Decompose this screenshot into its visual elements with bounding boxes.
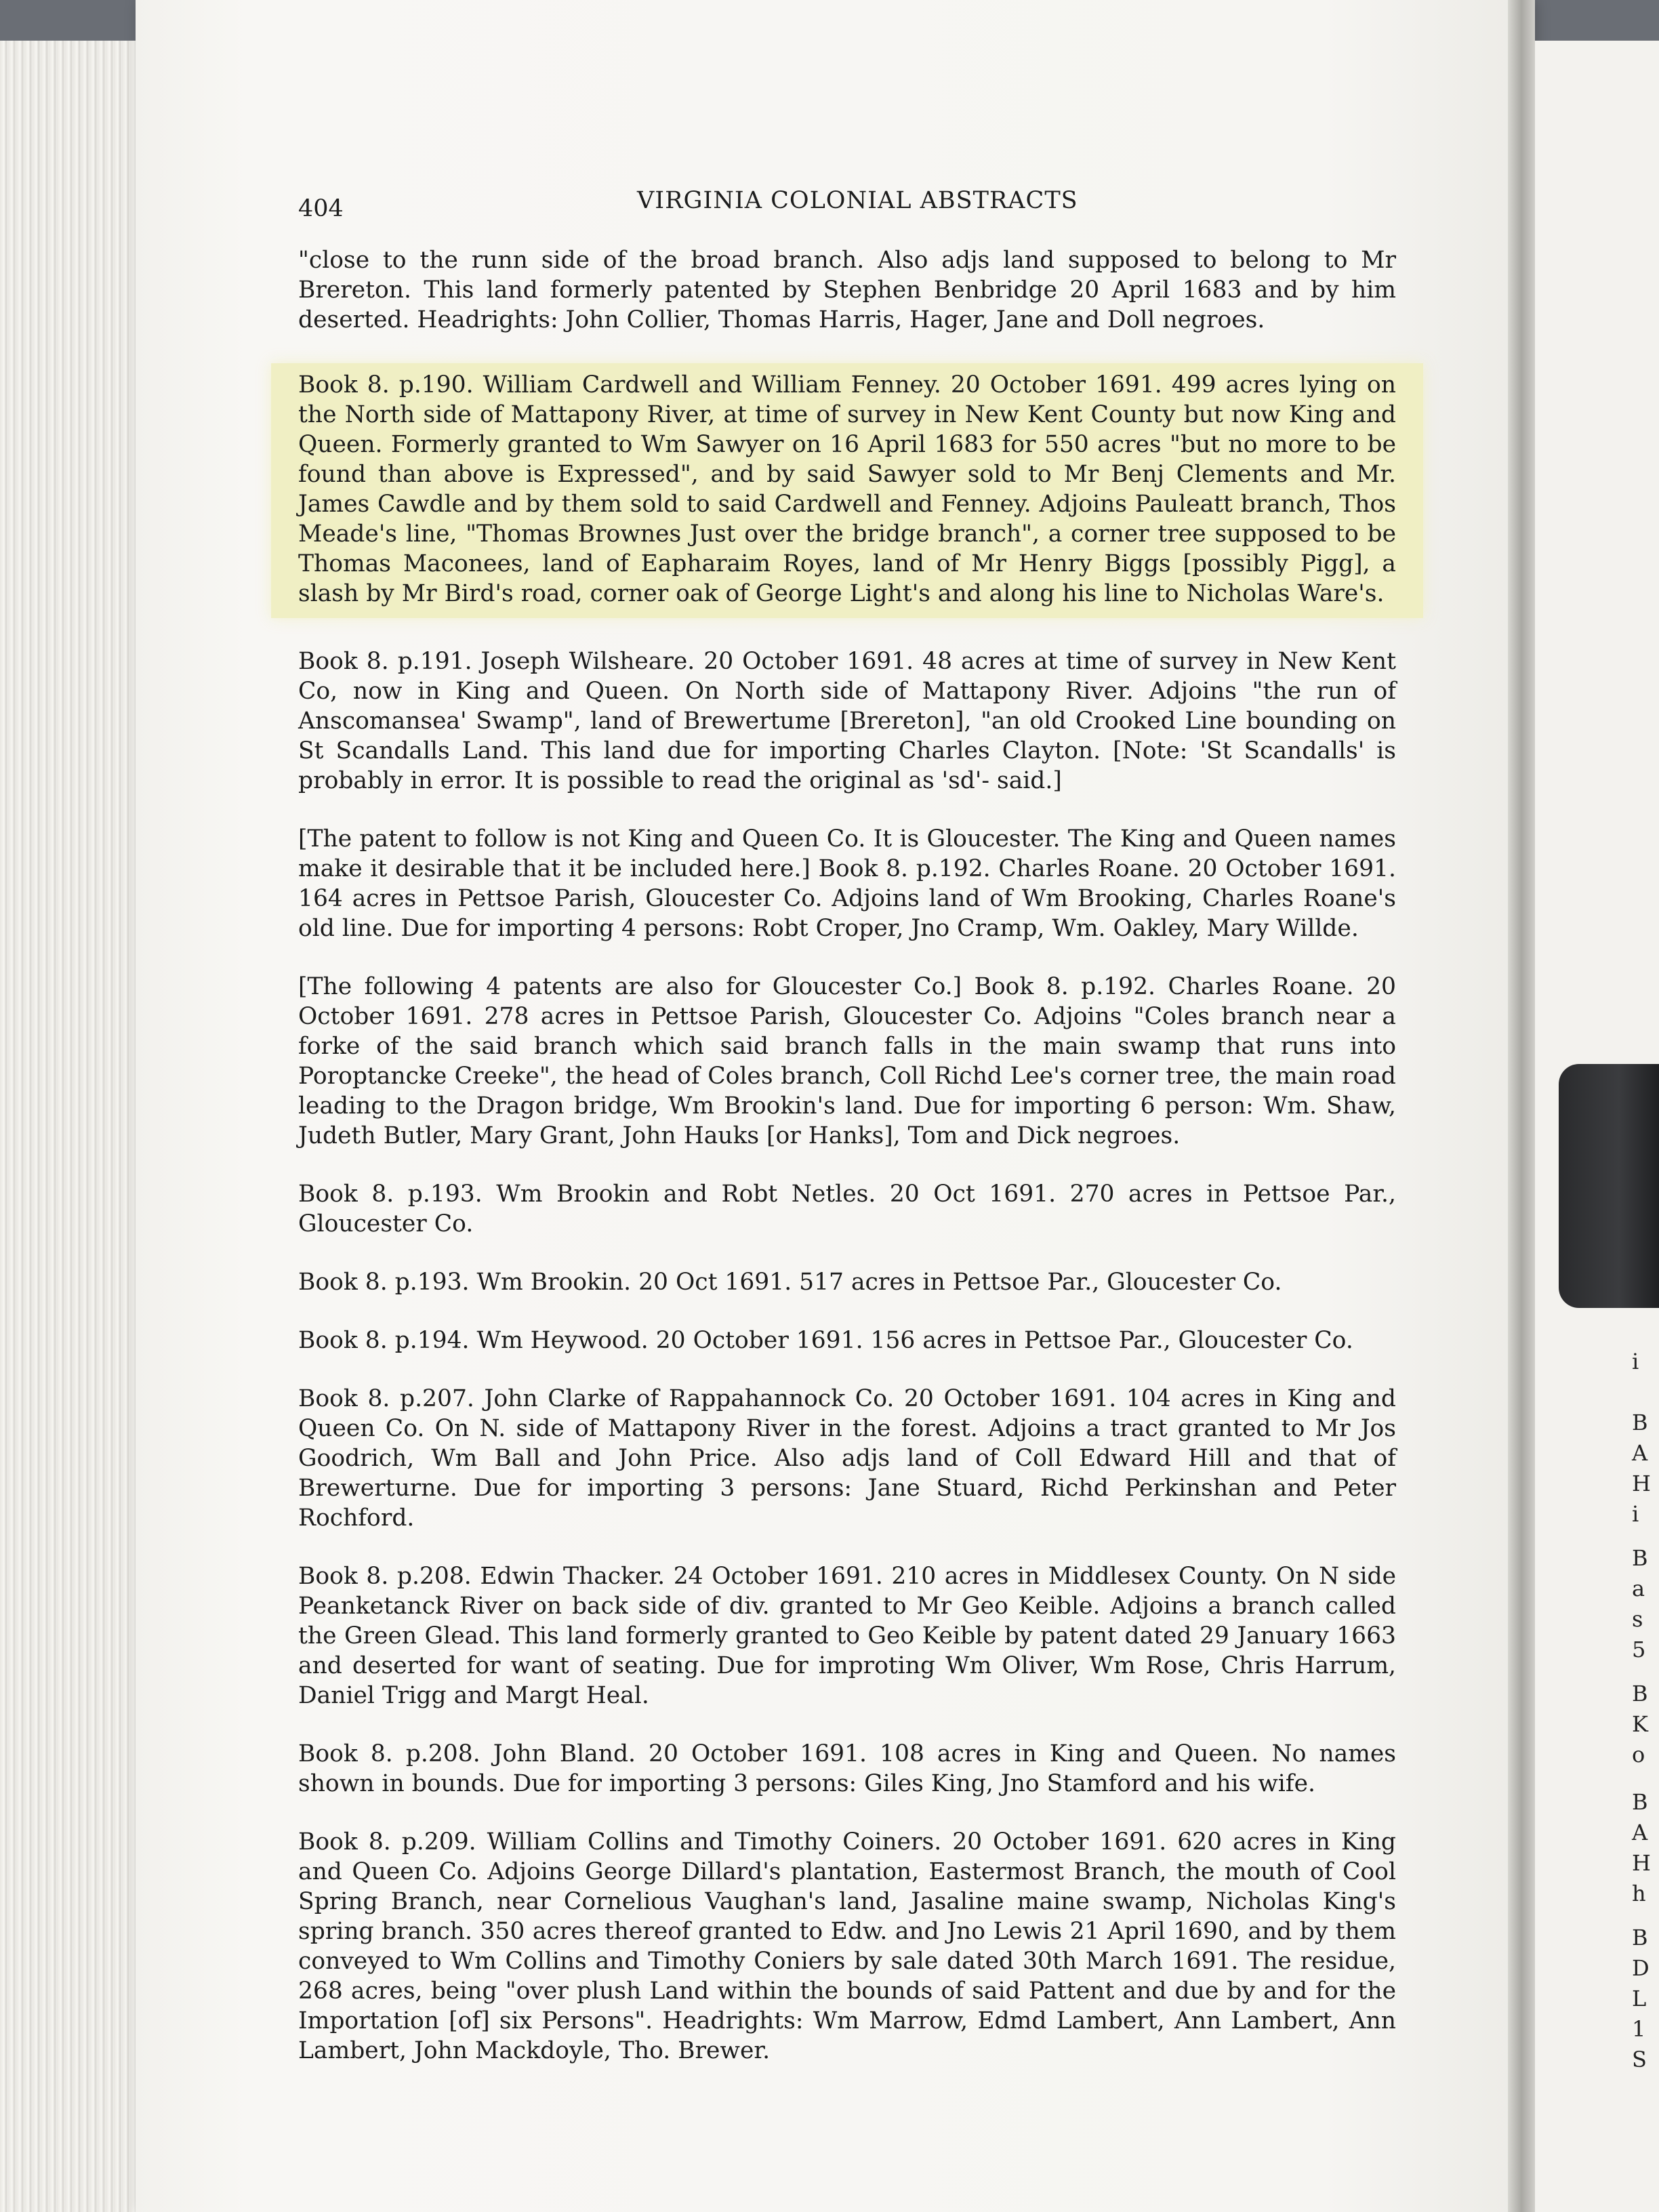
entry: Book 8. p.209. William Collins and Timothy Coiners. 20 October 1691. 620 acres in King and Queen Co. Adjoins George Dillard's plantation, Eastermost Branch, the mouth of Cool Spring Branch, near Cornelious Vaughan's land, Jasaline maine swamp, Nicholas King's spring branch. 350 acres thereof granted to Edw. and Jno Lewis 21 April 1690, and by them conveyed to Wm Collins and Timothy Coniers by sale dated 30th March 1691. The residue, 268 acres, being "over plush Land within the bounds of said Pattent and due by and for the Importation [of] six Persons". Headrights: Wm Marrow, Edmd Lambert, Ann Lambert, Ann Lambert, John Mackdoyle, Tho. Brewer. bbox=[298, 1828, 1396, 2064]
entry: Book 8. p.208. Edwin Thacker. 24 October 1691. 210 acres in Middlesex County. On N side Peanketanck River on back side of div. granted to Mr Geo Keible. Adjoins a branch called the Green Glead. This land formerly granted to Geo Keible by patent dated 29 January 1663 and deserted for want of seating. Due for improting Wm Oliver, Wm Rose, Chris Harrum, Daniel Trigg and Margt Heal. bbox=[298, 1563, 1396, 1709]
facing-page-fragment: K bbox=[1632, 1711, 1648, 1737]
facing-page-fragment: h bbox=[1632, 1881, 1646, 1906]
facing-page-fragment: 5 bbox=[1632, 1637, 1646, 1662]
facing-page-fragment: D bbox=[1632, 1955, 1650, 1981]
facing-page-fragment: S bbox=[1632, 2047, 1647, 2072]
facing-page-fragment: B bbox=[1632, 1789, 1648, 1815]
page-clip bbox=[1559, 1064, 1659, 1308]
facing-page-fragment: B bbox=[1632, 1410, 1648, 1435]
facing-page-fragment: a bbox=[1632, 1576, 1645, 1601]
facing-page-fragment: B bbox=[1632, 1545, 1648, 1571]
facing-page-fragment: A bbox=[1632, 1440, 1648, 1466]
facing-page-fragment: i bbox=[1632, 1501, 1639, 1527]
entry: Book 8. p.194. Wm Heywood. 20 October 1691. 156 acres in Pettsoe Par., Gloucester Co. bbox=[298, 1327, 1353, 1354]
facing-page-fragment: H bbox=[1632, 1471, 1651, 1496]
running-title: VIRGINIA COLONIAL ABSTRACTS bbox=[637, 187, 1078, 214]
entry: Book 8. p.191. Joseph Wilsheare. 20 October 1691. 48 acres at time of survey in New Kent Co, now in King and Queen. On North side of Mattapony River. Adjoins "the run of Anscomansea' Swamp", land of Brewertume [Brereton], "an old Crooked Line bounding on St Scandalls Land. This land due for importing Charles Clayton. [Note: 'St Scandalls' is probably in error. It is possible to read the original as 'sd'- said.] bbox=[298, 648, 1396, 794]
facing-page-fragment: i bbox=[1632, 1349, 1639, 1374]
page-header bbox=[298, 183, 1396, 224]
facing-page-fragment: s bbox=[1632, 1606, 1643, 1632]
page-number: 404 bbox=[298, 195, 344, 222]
book-gutter bbox=[1508, 0, 1535, 2212]
entry-highlighted: Book 8. p.190. William Cardwell and William Fenney. 20 October 1691. 499 acres lying on the North side of Mattapony River, at time of survey in New Kent County but now King and Queen. Formerly granted to Wm Sawyer on 16 April 1683 for 550 acres "but no more to be found than above is Expressed", and by said Sawyer sold to Mr Benj Clements and Mr. James Cawdle and by them sold to said Cardwell and Fenney. Adjoins Pauleatt branch, Thos Meade's line, "Thomas Brownes Just over the bridge branch", a corner tree supposed to be Thomas Maconees, land of Eapharaim Royes, land of Mr Henry Biggs [possibly Pigg], a slash by Mr Bird's road, corner oak of George Light's and along his line to Nicholas Ware's. bbox=[271, 363, 1423, 618]
facing-page-fragment: B bbox=[1632, 1925, 1648, 1950]
facing-page-fragment: 1 bbox=[1632, 2016, 1646, 2042]
entry: [The patent to follow is not King and Queen Co. It is Gloucester. The King and Queen names make it desirable that it be included here.] Book 8. p.192. Charles Roane. 20 October 1691. 164 acres in Pettsoe Parish, Gloucester Co. Adjoins land of Wm Brooking, Charles Roane's old line. Due for importing 4 persons: Robt Croper, Jno Cramp, Wm. Oakley, Mary Willde. bbox=[298, 825, 1396, 942]
facing-page-fragment: B bbox=[1632, 1681, 1648, 1706]
facing-page-fragment: H bbox=[1632, 1850, 1651, 1876]
entry: Book 8. p.193. Wm Brookin and Robt Netles. 20 Oct 1691. 270 acres in Pettsoe Par., Gloucester Co. bbox=[298, 1181, 1396, 1237]
page-content bbox=[298, 245, 1396, 2094]
facing-page-fragment: o bbox=[1632, 1742, 1645, 1767]
entry: Book 8. p.208. John Bland. 20 October 1691. 108 acres in King and Queen. No names shown in bounds. Due for importing 3 persons: Giles King, Jno Stamford and his wife. bbox=[298, 1740, 1396, 1797]
facing-page-fragment: L bbox=[1632, 1986, 1647, 2011]
entry: Book 8. p.207. John Clarke of Rappahannock Co. 20 October 1691. 104 acres in King and Queen Co. On N. side of Mattapony River in the forest. Adjoins a tract granted to Mr Jos Goodrich, Wm Ball and John Price. Also adjs land of Coll Edward Hill and that of Brewerturne. Due for importing 3 persons: Jane Stuard, Richd Perkinshan and Peter Rochford. bbox=[298, 1385, 1396, 1532]
facing-page-fragment: A bbox=[1632, 1820, 1648, 1845]
entry: [The following 4 patents are also for Gloucester Co.] Book 8. p.192. Charles Roane. 20 October 1691. 278 acres in Pettsoe Parish, Gloucester Co. Adjoins "Coles branch near a forke of the said branch which said branch falls in the main swamp that runs into Poroptancke Creeke", the head of Coles branch, Coll Richd Lee's corner tree, the main road leading to the Dragon bridge, Wm Brookin's land. Due for importing 6 person: Wm. Shaw, Judeth Butler, Mary Grant, John Hauks [or Hanks], Tom and Dick negroes. bbox=[298, 973, 1396, 1149]
entry-continuation: "close to the runn side of the broad branch. Also adjs land supposed to belong to Mr Brereton. This land formerly patented by Stephen Benbridge 20 April 1683 and by him deserted. Headrights: John Collier, Thomas Harris, Hager, Jane and Doll negroes. bbox=[298, 247, 1396, 333]
entry: Book 8. p.193. Wm Brookin. 20 Oct 1691. 517 acres in Pettsoe Par., Gloucester Co. bbox=[298, 1269, 1282, 1296]
